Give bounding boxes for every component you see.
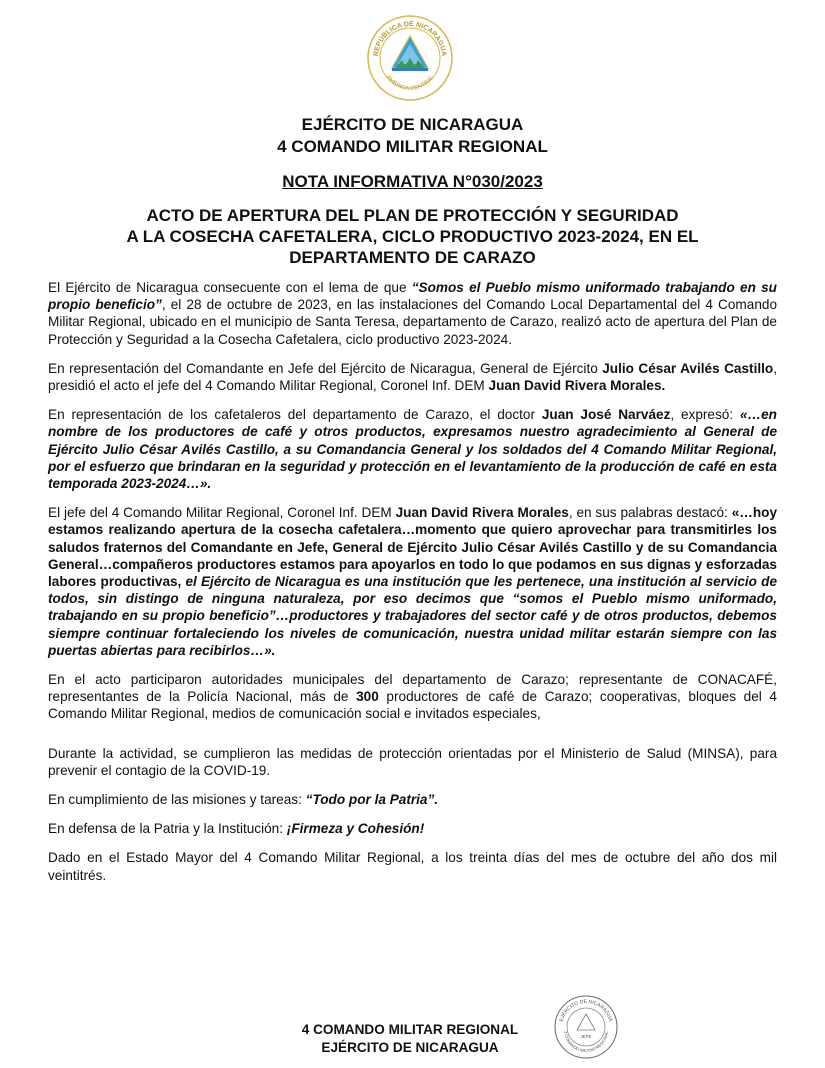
paragraph-presiding: En representación del Comandante en Jefe del Ejército de Nicaragua, General de Ejército Julio César Avilés Castillo, presidió el acto el jefe del 4 Comando Militar Regional, Coronel Inf. DEM Juan David Rivera Morales. xyxy=(48,360,777,394)
org-name-line: EJÉRCITO DE NICARAGUA xyxy=(301,115,524,134)
paragraph-motto-patria: En cumplimiento de las misiones y tareas: “Todo por la Patria”. xyxy=(48,792,439,808)
paragraph-coffee-growers: En representación de los cafetaleros del departamento de Carazo, el doctor Juan José Narváez, expresó: «…en nombre de los productores de café y otros productos, expresamos nuestro agradecimiento al General de Ejército Julio César Avilés Castillo, a su Comandancia General y los soldados del 4 Comando Militar Regional, por el esfuerzo que brindaran en la seguridad y protección en el levantamiento de la producción de café en esta temporada 2023-2024…». xyxy=(48,407,777,492)
document-title xyxy=(90,205,735,268)
paragraph-participants: En el acto participaron autoridades municipales del departamento de Carazo; representante de CONACAFÉ, representantes de la Policía Nacional, más de 300 productores de café de Carazo; cooperativas, bloques del 4 Comando Militar Regional, medios de comunicación social e invitados especiales, xyxy=(48,672,777,722)
nicaragua-coat-of-arms-seal xyxy=(366,14,454,102)
paragraph-closing-date: Dado en el Estado Mayor del 4 Comando Militar Regional, a los treinta días del mes de octubre del año dos mil veintitrés. xyxy=(48,850,777,883)
title-line-3: DEPARTAMENTO DE CARAZO xyxy=(289,248,536,267)
paragraph-opening: El Ejército de Nicaragua consecuente con el lema de que “Somos el Pueblo mismo uniformado trabajando en su propio beneficio”, el 28 de octubre de 2023, en las instalaciones del Comando Local Departamental del 4 Comando Militar Regional, ubicado en el municipio de Santa Teresa, departamento de Carazo, realizó acto de apertura del Plan de Protección y Seguridad a la Cosecha Cafetalera, ciclo productivo 2023-2024. xyxy=(48,280,777,347)
stamp-inner-text: JEFE xyxy=(580,1034,592,1039)
organization-heading xyxy=(0,114,825,158)
stamp-bottom-text: 4 COMANDO MILITAR REGIONAL xyxy=(563,1030,609,1054)
seal-top-text: REPÚBLICA DE NICARAGUA xyxy=(372,20,448,57)
svg-text:AMÉRICA CENTRAL xyxy=(385,74,436,92)
signature-command-line: 4 COMANDO MILITAR REGIONAL xyxy=(301,1022,519,1037)
title-line-2: A LA COSECHA CAFETALERA, CICLO PRODUCTIVO 2023-2024, EN EL xyxy=(126,227,699,246)
paragraph-health-measures: Durante la actividad, se cumplieron las medidas de protección orientadas por el Ministerio de Salud (MINSA), para prevenir el contagio de la COVID-19. xyxy=(48,745,777,778)
stamp-top-text: EJÉRCITO DE NICARAGUA xyxy=(558,998,614,1023)
document-number: NOTA INFORMATIVA N°030/2023 xyxy=(282,172,543,191)
signature-block xyxy=(250,1021,570,1057)
official-stamp-seal xyxy=(553,994,619,1060)
paragraph-motto-firmeza: En defensa de la Patria y la Institución: ¡Firmeza y Cohesión! xyxy=(48,821,425,837)
title-line-1: ACTO DE APERTURA DEL PLAN DE PROTECCIÓN Y SEGURIDAD xyxy=(146,206,679,225)
paragraph-commander-speech: El jefe del 4 Comando Militar Regional, Coronel Inf. DEM Juan David Rivera Morales, en sus palabras destacó: «…hoy estamos realizando apertura de la cosecha cafetalera…momento que quiero aprovechar para transmitirles los saludos fraternos del Comandante en Jefe, General de Ejército Julio César Avilés Castillo y de su Comandancia General…compañeros productores estamos para apoyarlos en todo lo que podamos en sus dignas y esforzadas labores productivas, el Ejército de Nicaragua es una institución que les pertenece, una institución al servicio de todos, sin distingo de ninguna naturaleza, por eso decimos que “somos el Pueblo mismo uniformado, trabajando en su propio beneficio”…productores y trabajadores del sector café y de otros productos, debemos siempre continuar fortaleciendo los niveles de comunicación, nuestra unidad militar estarán siempre con las puertas abiertas para recibirlos…». xyxy=(48,505,778,658)
org-command-line: 4 COMANDO MILITAR REGIONAL xyxy=(277,137,548,156)
document-body xyxy=(48,279,777,896)
signature-army-line: EJÉRCITO DE NICARAGUA xyxy=(321,1040,499,1055)
seal-bottom-text: AMÉRICA CENTRAL xyxy=(384,74,436,93)
